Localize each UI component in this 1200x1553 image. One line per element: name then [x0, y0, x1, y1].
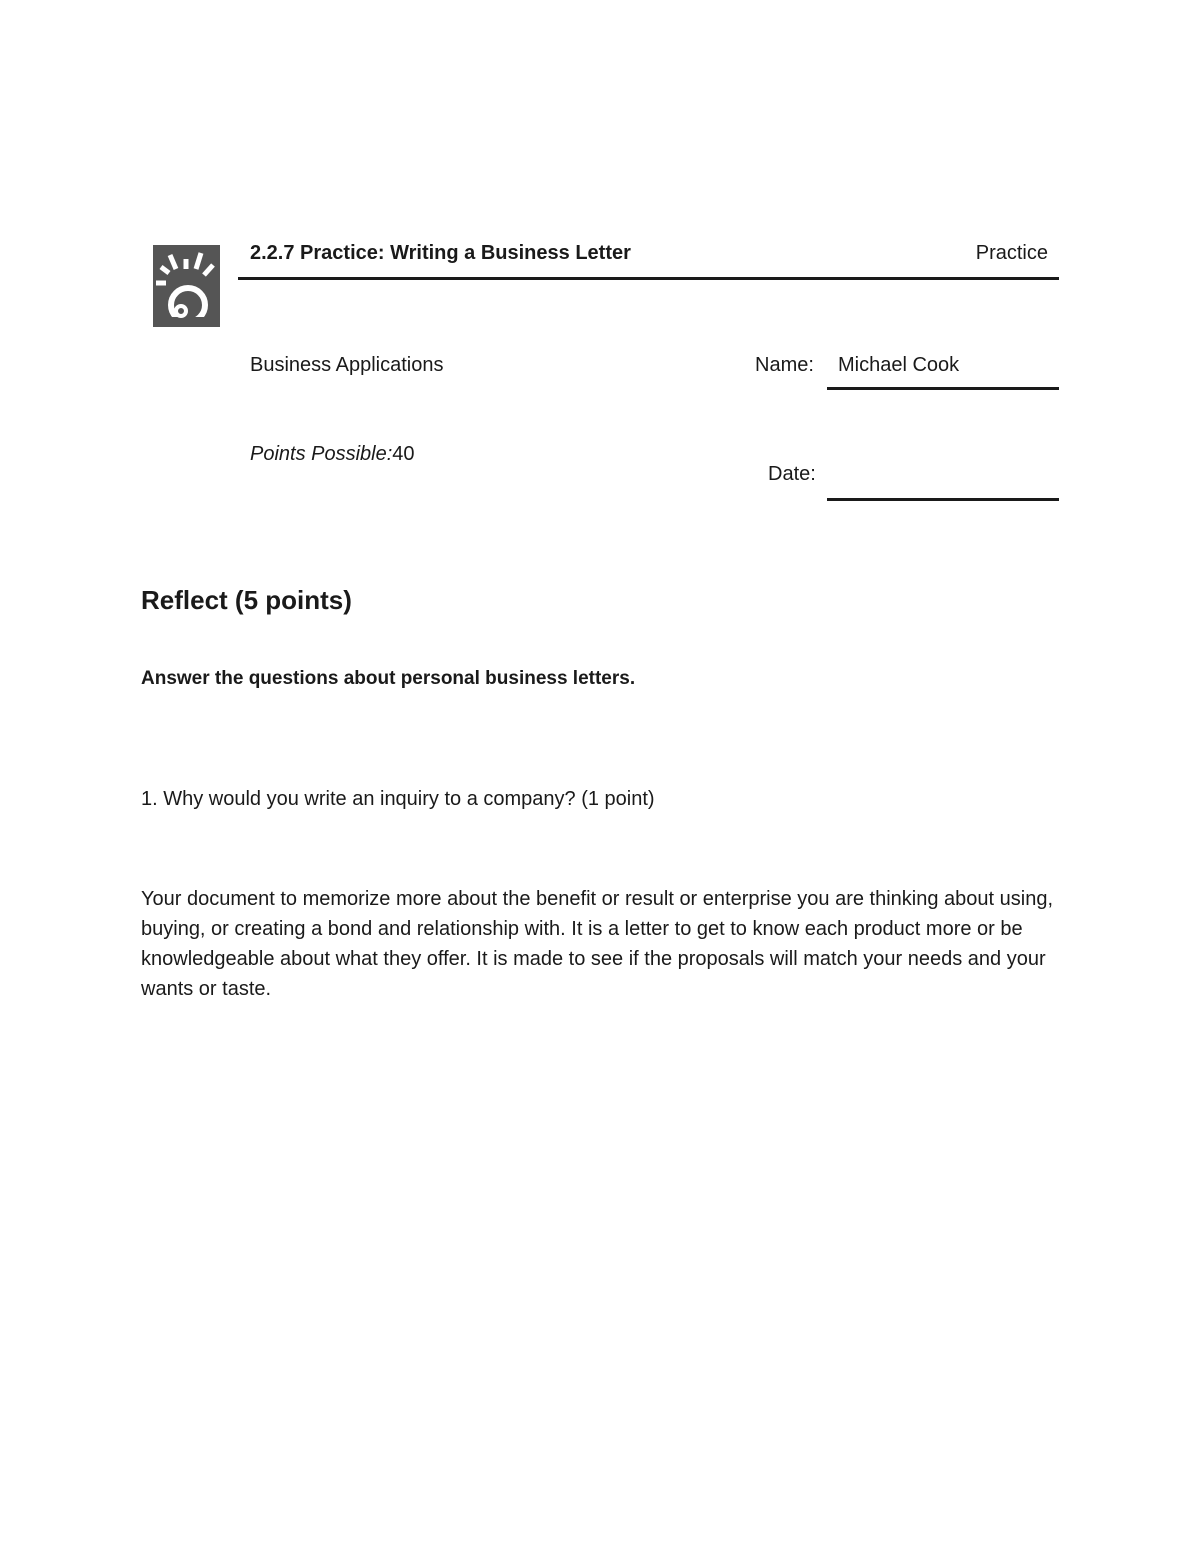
points-label: Points Possible: — [250, 443, 393, 465]
lightbulb-rays-icon — [153, 245, 220, 327]
question-prompt: 1. Why would you write an inquiry to a company? (1 point) — [141, 788, 655, 810]
worksheet-type: Practice — [975, 242, 1048, 264]
date-field[interactable] — [827, 498, 1059, 501]
name-label: Name: — [755, 354, 814, 376]
date-label: Date: — [768, 463, 816, 485]
section-heading: Reflect (5 points) — [141, 585, 352, 615]
points-value: 40 — [392, 443, 415, 465]
name-underline — [827, 387, 1059, 390]
worksheet-title: 2.2.7 Practice: Writing a Business Letter — [250, 242, 631, 264]
header-divider — [238, 277, 1059, 280]
course-name: Business Applications — [250, 354, 444, 376]
question-answer[interactable]: Your document to memorize more about the benefit or result or enterprise you are thinking about using, buying, or creating a bond and relationship with. It is a letter to get to know each product more or be knowledgeable about what they offer. It is made to see if the proposals will match your needs and your wants or taste. — [141, 888, 1054, 1000]
section-instructions: Answer the questions about personal business letters. — [141, 668, 636, 689]
points-possible — [250, 443, 415, 466]
name-field[interactable]: Michael Cook — [838, 354, 960, 376]
